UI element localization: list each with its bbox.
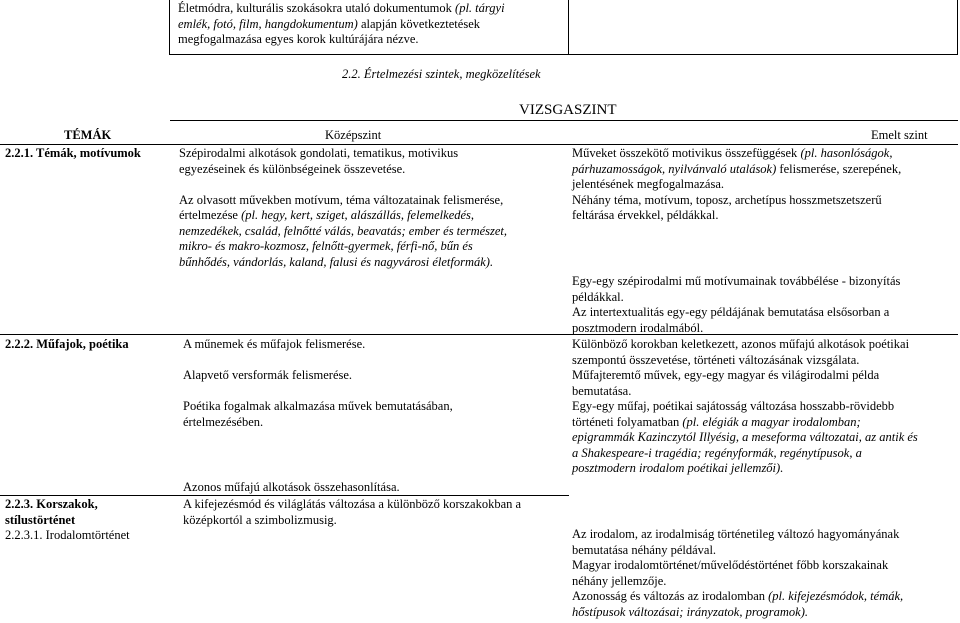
row2-kozepszint-osszehasonlitas (183, 480, 400, 496)
emelt-szint-heading: Emelt szint (871, 128, 928, 142)
topic-korszakok (5, 497, 98, 528)
topic-korszakok-line2: stílustörténet (5, 512, 76, 527)
row1-mid-line: Az olvasott művekben motívum, téma változatainak felismerése, (179, 192, 504, 207)
row2-mid-line: Azonos műfajú alkotások összehasonlítása. (183, 480, 400, 494)
row1-emelt-line: Egy-egy szépirodalmi mű motívumainak továbbélése - bizonyítás (572, 274, 901, 288)
row1-emelt-line: Az intertextualitás egy-egy példájának bemutatása elsősorban a (572, 305, 890, 319)
section-title: 2.2. Értelmezési szintek, megközelítések (342, 67, 541, 81)
vizsgaszint-heading: VIZSGASZINT (519, 102, 617, 118)
row1-emelt-line: Néhány téma, motívum, toposz, archetípus hosszmetszetszerű (572, 192, 882, 207)
row3-emelt-line: Az irodalom, az irodalmiság történetileg változó hagyományának (572, 527, 900, 541)
row2-emelt-line: epigrammák Kazinczytól Illyésig, a meseforma változatai, az antik és (572, 430, 918, 444)
topic-mufajok-poetika: 2.2.2. Műfajok, poétika (5, 337, 129, 351)
row1-emelt-line: példákkal. (572, 289, 624, 304)
row1-mid-line: Szépirodalmi alkotások gondolati, tematikus, motivikus (179, 146, 459, 160)
top-line-1a: Életmódra, kulturális szokásokra utaló dokumentumok (178, 1, 456, 15)
row3-mid-line: középkortól a szimbolizmusig. (183, 512, 337, 527)
row2-mid-line: értelmezésében. (183, 414, 264, 429)
row1-bottom-border (0, 334, 958, 335)
row1-emelt-line: posztmodern irodalmából. (572, 320, 704, 335)
row1-kozepszint-text: Szépirodalmi alkotások gondolati, tematikus, motivikus egyezéseinek és különbségeinek összevetése. Az olvasott művekben motívum, téma változatainak felismerése, értelmezése (pl. hegy, kert, sziget, alászállás, felemelkedés, nemzedékek, család, felnőtté válás, beavatás; ember és természet, mikro- és makro-kozmosz, felnőtt-gyermek, férfi-nő, bűn és bűnhődés, vándorlás, kaland, falusi és nagyvárosi életformák). (179, 146, 508, 269)
top-line-2b: emlék, fotó, film, hangdokumentum) (178, 16, 358, 31)
row2-emelt-text: Különböző korokban keletkezett, azonos műfajú alkotások poétikai szempontú összevetése, történeti változásának vizsgálata. Műfajteremtő művek, egy-egy magyar és világirodalmi példa bemutatása. Egy-egy műfaj, poétikai sajátosság változása hosszabb-rövidebb történeti folyamatban (pl. elégiák a magyar irodalomban; epigrammák Kazinczytól Illyésig, a meseforma változatai, az antik és a Shakespeare-i tragédia; regényformák, regénytípusok, a posztmodern irodalom poétikai jellemzői). (572, 337, 918, 475)
row1-emelt-line: feltárása érvekkel, példákkal. (572, 208, 719, 222)
row3-kozepszint-text (183, 497, 521, 528)
row2-emelt-line: Különböző korokban keletkezett, azonos műfajú alkotások poétikai (572, 337, 910, 351)
header-underline (170, 120, 958, 121)
row3-emelt-line: hőstípusok változásai; irányzatok, programok). (572, 604, 808, 619)
topic-korszakok-line1: 2.2.3. Korszakok, (5, 497, 98, 511)
top-table-divider (568, 0, 569, 55)
top-line-1b: (pl. tárgyi (455, 1, 505, 15)
row1-emelt-line: jelentésének megfogalmazása. (572, 177, 725, 191)
top-line-2c: alapján következtetések (357, 16, 480, 31)
row2-kozepszint-versformak (183, 368, 352, 384)
top-cell-text (178, 1, 568, 48)
row1-emelt-text-b (572, 274, 900, 336)
row3-emelt-text: Az irodalom, az irodalmiság történetileg változó hagyományának bemutatása néhány példával. Magyar irodalomtörténet/művelődéstörténet főbb korszakainak néhány jellemzője. Azonosság és változás az irodalomban (pl. kifejezésmódok, témák, hőstípusok változásai; irányzatok, programok). (572, 527, 904, 619)
row2-emelt-line: Műfajteremtő művek, egy-egy magyar és világirodalmi példa (572, 368, 880, 382)
row2-emelt-line: szempontú összevetése, történeti változásának vizsgálata. (572, 352, 860, 367)
top-table-left-border (169, 0, 170, 55)
row2-kozepszint-text (183, 337, 365, 353)
row1-mid-line: mikro- és makro-kozmosz, felnőtt-gyermek, férfi-nő, bűn és (179, 239, 473, 253)
row3-emelt-line: néhány jellemzője. (572, 573, 667, 588)
temak-heading: TÉMÁK (64, 128, 112, 142)
top-table-right-border (957, 0, 958, 55)
row1-mid-line: bűnhődés, vándorlás, kaland, falusi és nagyvárosi életformák). (179, 254, 494, 269)
header-bottom-border (0, 144, 958, 145)
row3-emelt-line: Magyar irodalomtörténet/művelődéstörténet főbb korszakainak (572, 558, 889, 572)
row3-emelt-line: bemutatása néhány példával. (572, 542, 717, 557)
row1-mid-line: nemzedékek, család, felnőtté válás, beavatás; ember és természet, (179, 223, 508, 238)
row3-mid-line: A kifejezésmód és világlátás változása a különböző korszakokban a (183, 497, 522, 511)
top-line-3: megfogalmazása egyes korok kultúrájára nézve. (178, 32, 419, 46)
kozepszint-heading: Középszint (325, 128, 382, 142)
row2-mid-line: A műnemek és műfajok felismerése. (183, 337, 366, 351)
row2-emelt-line: a Shakespeare-i tragédia; regényformák, regénytípusok, a (572, 445, 862, 460)
row2-emelt-line: posztmodern irodalom poétikai jellemzői). (572, 461, 784, 475)
top-table-bottom-border (169, 54, 958, 55)
row1-mid-line: egyezéseinek és különbségeinek összevetése. (179, 161, 406, 176)
row2-emelt-line: bemutatása. (572, 383, 632, 398)
row2-bottom-border (0, 495, 569, 496)
row1-emelt-text-a: Műveket összekötő motivikus összefüggések (pl. hasonlóságok, párhuzamosságok, nyilvánvaló utalások) felismerése, szerepének, jelentésének megfogalmazása. Néhány téma, motívum, toposz, archetípus hosszmetszetszerű feltárása érvekkel, példákkal. (572, 146, 902, 222)
topic-temak-motivumok: 2.2.1. Témák, motívumok (5, 146, 141, 160)
row2-mid-line: Alapvető versformák felismerése. (183, 368, 353, 382)
topic-irodalomtortenet: 2.2.3.1. Irodalomtörténet (5, 528, 130, 542)
row2-mid-line: Poétika fogalmak alkalmazása művek bemutatásában, (183, 399, 453, 413)
row2-kozepszint-poetika (183, 399, 453, 430)
row2-emelt-line: Egy-egy műfaj, poétikai sajátosság változása hosszabb-rövidebb (572, 399, 895, 413)
